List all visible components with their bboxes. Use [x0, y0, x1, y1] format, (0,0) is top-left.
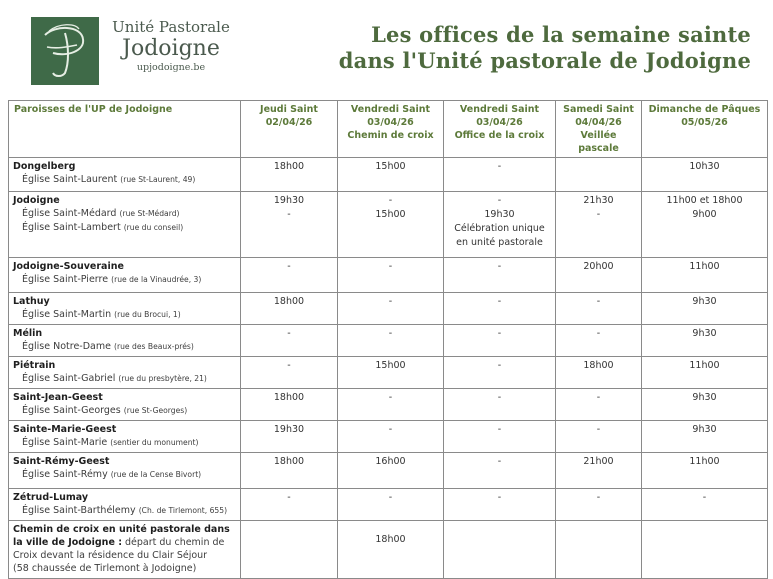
time-cell: [556, 521, 642, 579]
time-value: 11h00: [689, 456, 720, 467]
time-cell: [556, 421, 642, 453]
time-value: -: [596, 296, 601, 307]
time-value: -: [287, 328, 291, 339]
parish-name: Piétrain: [13, 360, 56, 371]
column-header-line: 04/04/26: [575, 117, 622, 128]
time-cell: [241, 158, 338, 192]
time-value: 9h30: [692, 328, 717, 339]
time-value: 11h00: [689, 360, 720, 371]
time-cell: [642, 293, 768, 325]
logo-text: [101, 18, 241, 74]
column-header: [556, 101, 642, 158]
time-cell: [241, 489, 338, 521]
church-name: Église Saint-Barthélemy: [22, 505, 136, 516]
time-cell: [642, 421, 768, 453]
parish-name: Saint-Jean-Geest: [13, 392, 103, 403]
time-cell: [338, 521, 444, 579]
church-line: [13, 273, 236, 287]
church-name: Église Saint-Marie: [22, 437, 108, 448]
time-value: 19h30: [273, 195, 305, 206]
time-value: -: [596, 392, 601, 403]
time-cell: [444, 293, 556, 325]
time-cell: [642, 325, 768, 357]
time-cell: [642, 521, 768, 579]
church-address: (rue St-Laurent, 49): [120, 175, 196, 184]
page-title: [339, 22, 751, 74]
title-line2: dans l'Unité pastorale de Jodoigne: [338, 48, 751, 73]
column-header: [9, 101, 241, 158]
time-value: -: [497, 360, 502, 371]
logo-line2: Jodoigne: [122, 36, 220, 61]
time-cell: [556, 453, 642, 489]
time-cell: [444, 357, 556, 389]
church-line: [13, 308, 236, 322]
time-cell: [444, 453, 556, 489]
time-cell: [556, 158, 642, 192]
column-header-line: Dimanche de Pâques: [648, 104, 761, 115]
column-header-line: Vendredi Saint: [459, 104, 540, 115]
time-cell: [241, 421, 338, 453]
time-value: 21h00: [583, 456, 614, 467]
logo-p-cross-icon: [31, 17, 99, 85]
time-value: 19h30: [273, 424, 305, 435]
parish-name: Mélin: [13, 328, 43, 339]
parish-cell: [9, 192, 241, 258]
column-header-line: Paroisses de l'UP de Jodoigne: [14, 104, 173, 115]
parish-name: Dongelberg: [13, 161, 76, 172]
parish-cell: [9, 325, 241, 357]
table-row: [9, 489, 768, 521]
time-value: -: [287, 360, 291, 371]
table-row: [9, 453, 768, 489]
time-value: 19h30: [484, 209, 515, 220]
time-value: 9h00: [692, 209, 717, 220]
time-value: 9h30: [692, 296, 717, 307]
time-cell: [642, 158, 768, 192]
parish-name: Zétrud-Lumay: [13, 492, 89, 503]
church-name: Église Saint-Lambert: [22, 222, 121, 233]
time-cell: [338, 158, 444, 192]
time-value: 15h00: [375, 161, 406, 172]
column-header-line: Vendredi Saint: [350, 104, 431, 115]
time-cell: [241, 293, 338, 325]
time-value: -: [388, 296, 393, 307]
time-value: -: [287, 209, 291, 220]
note-address: (58 chaussée de Tirlemont à Jodoigne): [13, 563, 197, 574]
time-cell: [338, 293, 444, 325]
time-value: -: [702, 492, 707, 503]
time-value: -: [497, 492, 502, 503]
column-header: [642, 101, 768, 158]
time-cell: [241, 258, 338, 293]
column-header-line: Samedi Saint: [563, 104, 634, 115]
logo-line1: Unité Pastorale: [112, 18, 230, 36]
time-cell: [556, 489, 642, 521]
time-cell: [642, 489, 768, 521]
time-value: -: [497, 392, 502, 403]
time-cell: [444, 325, 556, 357]
church-address: (rue de la Vinaudrée, 3): [111, 275, 202, 284]
church-name: Église Saint-Rémy: [22, 469, 108, 480]
table-row: [9, 421, 768, 453]
church-name: Église Saint-Georges: [22, 405, 121, 416]
time-value: Célébration unique: [454, 223, 545, 234]
time-cell: [241, 325, 338, 357]
time-cell: [338, 192, 444, 258]
time-value: -: [497, 456, 502, 467]
time-cell: [241, 521, 338, 579]
time-cell: [241, 453, 338, 489]
church-line: [13, 504, 236, 518]
time-cell: [338, 389, 444, 421]
time-value: -: [388, 392, 393, 403]
time-value: 9h30: [692, 392, 717, 403]
time-value: 18h00: [273, 456, 305, 467]
time-value: 18h00: [273, 161, 305, 172]
time-value: -: [388, 424, 393, 435]
time-value: -: [596, 492, 601, 503]
church-name: Église Saint-Gabriel: [22, 373, 116, 384]
time-cell: [444, 192, 556, 258]
time-value: 18h00: [273, 296, 305, 307]
time-value: -: [596, 328, 601, 339]
time-value: 18h00: [273, 392, 305, 403]
time-value: -: [388, 328, 393, 339]
church-address: (rue St-Médard): [119, 209, 180, 218]
table-row: [9, 325, 768, 357]
church-line: [13, 207, 236, 221]
church-name: Église Saint-Pierre: [22, 274, 109, 285]
time-cell: [444, 158, 556, 192]
table-row: [9, 192, 768, 258]
parish-name: Sainte-Marie-Geest: [13, 424, 117, 435]
church-line: [13, 468, 236, 482]
parish-name: Lathuy: [13, 296, 50, 307]
time-value: 10h30: [689, 161, 720, 172]
table-row-chemin-de-croix: [9, 521, 768, 579]
church-address: (sentier du monument): [110, 438, 199, 447]
time-value: 15h00: [375, 360, 406, 371]
column-header-line: Chemin de croix: [347, 130, 434, 141]
time-cell: [241, 389, 338, 421]
column-header: [241, 101, 338, 158]
time-cell: [556, 325, 642, 357]
table-body: [9, 158, 768, 579]
table-row: [9, 258, 768, 293]
logo-emblem: [31, 17, 99, 85]
time-cell: [642, 258, 768, 293]
time-value: 20h00: [583, 261, 614, 272]
time-cell: [556, 357, 642, 389]
time-value: 16h00: [375, 456, 406, 467]
time-value: -: [388, 195, 393, 206]
schedule-table: [8, 100, 768, 579]
time-cell: [338, 489, 444, 521]
time-value: 18h00: [375, 534, 406, 545]
parish-cell: [9, 293, 241, 325]
time-cell: [642, 192, 768, 258]
parish-cell: [9, 389, 241, 421]
column-header: [338, 101, 444, 158]
church-line: [13, 404, 236, 418]
parish-name: Jodoigne-Souveraine: [13, 261, 124, 272]
time-value: 21h30: [583, 195, 614, 206]
note-text: départ du chemin de Croix devant la résidence du Clair Séjour: [13, 537, 225, 561]
church-address: (rue des Beaux-prés): [114, 342, 194, 351]
parish-cell: [9, 258, 241, 293]
time-value: -: [287, 261, 291, 272]
time-value: -: [388, 261, 393, 272]
church-name: Église Saint-Laurent: [22, 174, 118, 185]
time-cell: [444, 258, 556, 293]
time-value: -: [497, 328, 502, 339]
time-value: 11h00: [689, 261, 720, 272]
time-value: -: [497, 195, 502, 206]
time-cell: [556, 192, 642, 258]
chemin-de-croix-note: [9, 521, 241, 579]
time-cell: [241, 192, 338, 258]
church-line: [13, 221, 236, 235]
parish-cell: [9, 489, 241, 521]
table-row: [9, 158, 768, 192]
title-line1: Les offices de la semaine sainte: [371, 22, 751, 47]
time-value: -: [497, 424, 502, 435]
column-header-line: 03/04/26: [476, 117, 523, 128]
time-cell: [556, 293, 642, 325]
time-value: -: [388, 492, 393, 503]
parish-cell: [9, 158, 241, 192]
time-cell: [338, 325, 444, 357]
parish-cell: [9, 357, 241, 389]
time-cell: [338, 453, 444, 489]
time-value: -: [497, 261, 502, 272]
time-cell: [444, 421, 556, 453]
time-value: -: [287, 492, 291, 503]
time-cell: [338, 258, 444, 293]
church-address: (Ch. de Tirlemont, 655): [138, 506, 228, 515]
table-row: [9, 357, 768, 389]
time-cell: [444, 521, 556, 579]
time-value: 11h00 et 18h00: [666, 195, 743, 206]
time-value: -: [497, 161, 502, 172]
church-name: Église Saint-Médard: [22, 208, 117, 219]
note-bold-text: Chemin de croix en unité pastorale dans la ville de Jodoigne :: [13, 524, 230, 548]
church-address: (rue St-Georges): [123, 406, 188, 415]
time-value: 18h00: [583, 360, 614, 371]
church-address: (rue du Brocui, 1): [114, 310, 181, 319]
time-cell: [556, 389, 642, 421]
time-value: -: [596, 424, 601, 435]
logo-website: upjodoigne.be: [136, 62, 206, 73]
church-line: [13, 340, 236, 354]
time-value: en unité pastorale: [456, 237, 543, 248]
time-cell: [642, 453, 768, 489]
time-value: -: [497, 296, 502, 307]
time-cell: [444, 489, 556, 521]
church-address: (rue du presbytère, 21): [118, 374, 207, 383]
church-name: Église Saint-Martin: [22, 309, 112, 320]
church-name: Église Notre-Dame: [22, 341, 111, 352]
time-cell: [642, 389, 768, 421]
column-header: [444, 101, 556, 158]
church-line: [13, 372, 236, 386]
parish-cell: [9, 453, 241, 489]
church-line: [13, 173, 236, 187]
time-cell: [241, 357, 338, 389]
parish-cell: [9, 421, 241, 453]
header: [0, 0, 773, 95]
time-value: -: [596, 209, 601, 220]
time-cell: [444, 389, 556, 421]
time-cell: [338, 421, 444, 453]
time-cell: [556, 258, 642, 293]
church-address: (rue de la Cense Bivort): [110, 470, 202, 479]
column-header-line: 05/05/26: [681, 117, 728, 128]
time-cell: [642, 357, 768, 389]
time-value: 9h30: [692, 424, 717, 435]
time-value: 15h00: [375, 209, 406, 220]
parish-name: Jodoigne: [13, 195, 60, 206]
column-header-line: 03/04/26: [367, 117, 414, 128]
column-header-line: Veillée pascale: [578, 130, 619, 154]
column-header-line: Office de la croix: [454, 130, 545, 141]
table-row: [9, 389, 768, 421]
table-row: [9, 293, 768, 325]
parish-name: Saint-Rémy-Geest: [13, 456, 110, 467]
time-cell: [338, 357, 444, 389]
column-header-line: 02/04/26: [265, 117, 313, 128]
column-header-line: Jeudi Saint: [260, 104, 318, 115]
church-line: [13, 436, 236, 450]
table-header-row: [9, 101, 768, 158]
church-address: (rue du conseil): [123, 223, 184, 232]
